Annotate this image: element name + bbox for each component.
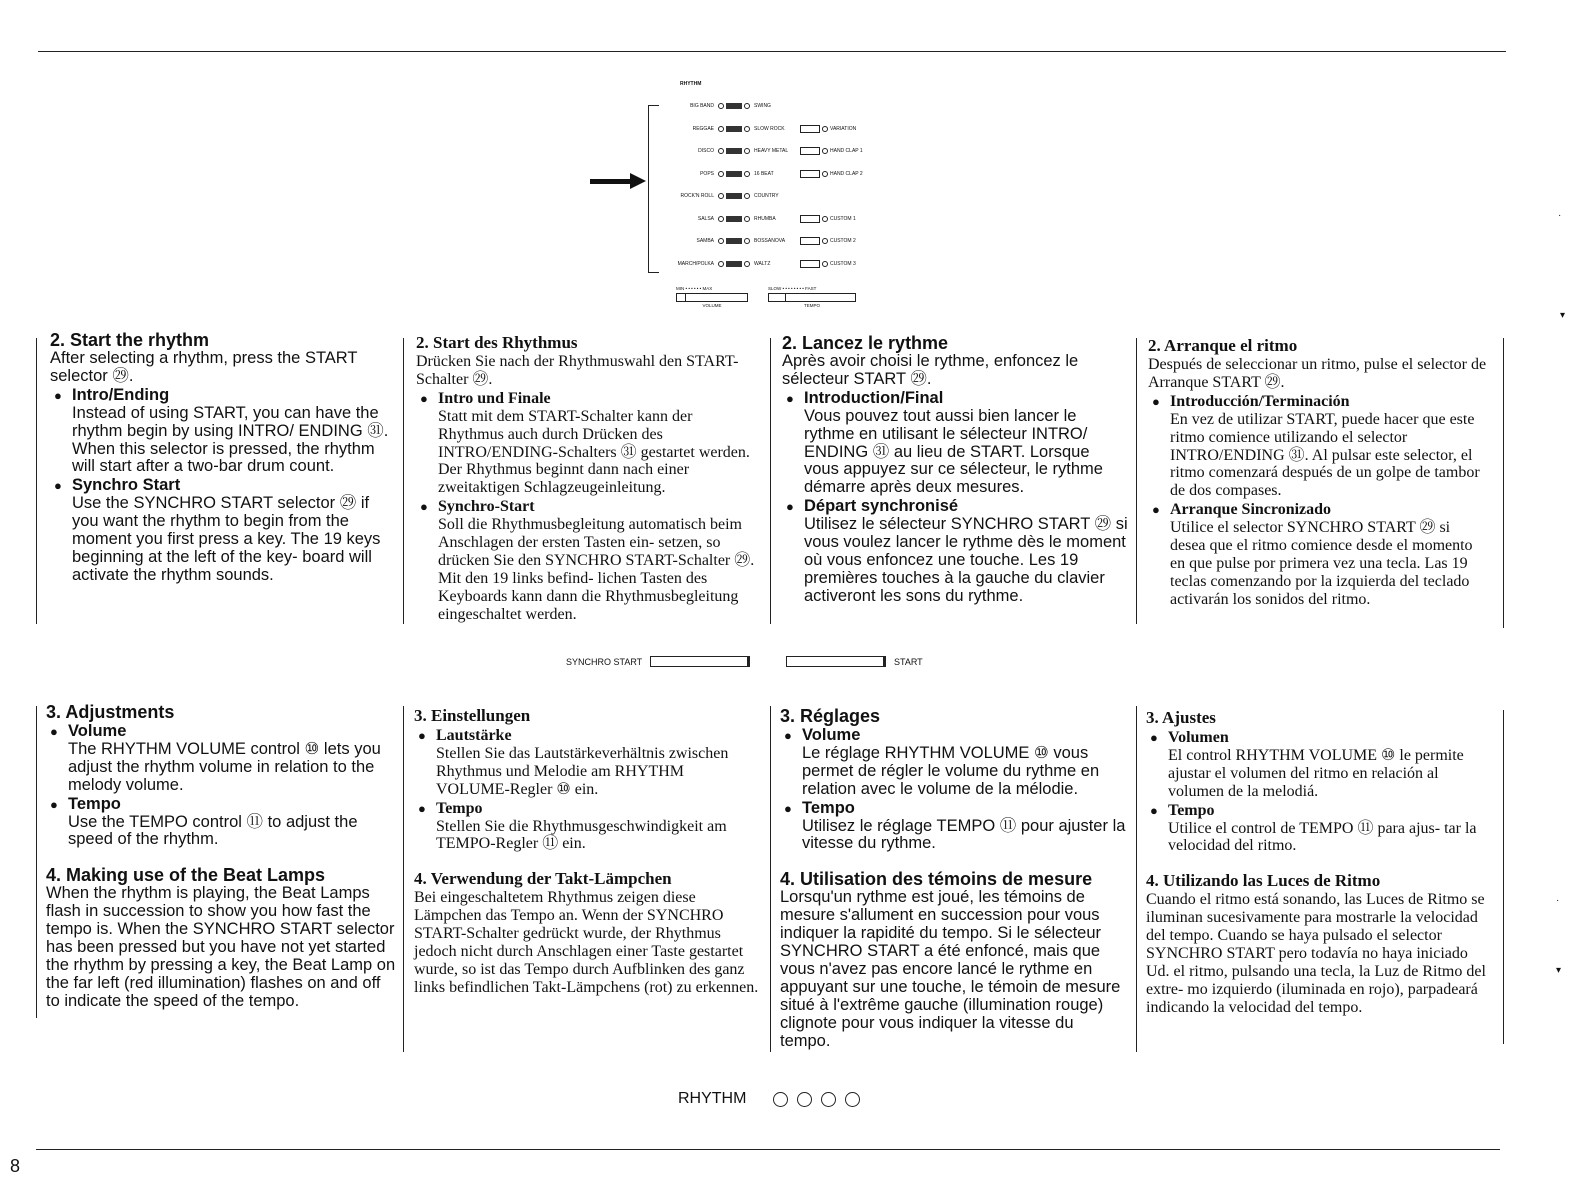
de-section-3-4 (414, 706, 760, 997)
section-title: 2. Lancez le rythme (782, 333, 949, 353)
rhythm-left-label: REGGAE (692, 125, 714, 132)
section-title: 4. Utilizando las Luces de Ritmo (1146, 871, 1381, 891)
arrow-head-icon (630, 173, 646, 189)
volume-slider[interactable]: MIN • • • • • • MAX VOLUME (676, 286, 748, 310)
bullet-head: ● Tempo (68, 796, 398, 814)
rhythm-led-icon (744, 103, 750, 109)
tempo-max-label: FAST (805, 286, 817, 291)
margin-mark: ▾ (1556, 965, 1562, 976)
en-section-3-4 (46, 702, 398, 1011)
section-body: Bei eingeschaltetem Rhythmus zeigen diese Lämpchen das Tempo an. Wenn der SYNCHRO START-Schalter gedrückt wurde, der Rhythmus jedoch nicht durch Anschlagen einer Taste gestartet wurde, so ist das Tempo durch Aufblinken des ganz links befindlichen Takt-Lämpchens (rot) zu erkennen. (414, 889, 759, 996)
section-body: Después de seleccionar un ritmo, pulse el selector de Arranque START ㉙. (1148, 356, 1487, 391)
panel-title: RHYTHM (680, 81, 702, 87)
panel-led-icon (822, 216, 828, 222)
section-title: 4. Verwendung der Takt-Lämpchen (414, 869, 672, 889)
panel-control-button[interactable] (800, 237, 820, 245)
arrow-icon (590, 179, 632, 184)
tempo-min-label: SLOW (768, 286, 782, 291)
rhythm-led-icon (744, 193, 750, 199)
panel-control-button[interactable] (800, 260, 820, 268)
column-rule (770, 338, 771, 624)
bullet-head: ● Synchro-Start (438, 498, 761, 516)
synchro-start-group (566, 656, 758, 667)
panel-led-icon (822, 126, 828, 132)
synchro-start-button[interactable] (650, 656, 750, 667)
bullet-body: Utilisez le réglage TEMPO ⑪ pour ajuster la vitesse du rythme. (802, 816, 1126, 853)
panel-control-button[interactable] (800, 215, 820, 223)
beat-lamp-icon (773, 1092, 788, 1107)
bullet-head: ● Intro und Finale (438, 390, 761, 408)
synchro-start-label: SYNCHRO START (566, 656, 643, 667)
top-rule (38, 51, 1506, 52)
rhythm-led-icon (744, 126, 750, 132)
section-title: 3. Adjustments (46, 702, 175, 722)
rhythm-led-icon (744, 261, 750, 267)
panel-led-icon (822, 171, 828, 177)
tempo-caption: TEMPO (803, 303, 820, 308)
rhythm-left-label: SAMBA (696, 238, 714, 244)
bullet-body: Stellen Sie die Rhythmusgeschwindigkeit am TEMPO-Regler ⑪ ein. (436, 817, 727, 853)
panel-control-label: CUSTOM 3 (830, 260, 856, 267)
rhythm-left-label: DISCO (698, 148, 714, 154)
rhythm-led-icon (718, 193, 724, 199)
rhythm-led-icon (718, 148, 724, 154)
section-title: 3. Réglages (780, 706, 881, 726)
rhythm-left-label: POPS (700, 170, 714, 177)
panel-control-label: VARIATION (830, 125, 857, 132)
panel-control-button[interactable] (800, 125, 820, 133)
rhythm-right-label: SWING (754, 103, 771, 109)
section-body: After selecting a rhythm, press the START selector ㉙. (50, 349, 358, 385)
column-rule (403, 338, 404, 624)
rhythm-led-icon (718, 216, 724, 222)
rhythm-led-icon (744, 148, 750, 154)
rhythm-right-label: SLOW ROCK (754, 125, 785, 132)
column-rule (770, 706, 771, 1052)
panel-control-label: HAND CLAP 1 (830, 148, 863, 154)
rhythm-led-icon (718, 171, 724, 177)
column-rule (1136, 338, 1137, 624)
rhythm-row (650, 125, 810, 133)
es-section-2 (1148, 336, 1488, 609)
rhythm-right-label: 16 BEAT (754, 170, 774, 177)
panel-control (800, 170, 863, 178)
rhythm-select-button[interactable] (726, 238, 742, 244)
rhythm-led-icon (718, 238, 724, 244)
rhythm-row (650, 260, 810, 268)
bullet-head: ● Introducción/Terminación (1170, 393, 1488, 411)
rhythm-left-label: BIG BAND (690, 103, 714, 109)
panel-control-label: CUSTOM 1 (830, 215, 856, 222)
bullet-body: El control RHYTHM VOLUME ⑩ le permite ajustar el volumen del ritmo en relación al volumen de la melodiá. (1168, 746, 1464, 800)
rhythm-row (650, 192, 810, 200)
bullet-body: Le réglage RHYTHM VOLUME ⑩ vous permet de régler le volume du rythme en relation avec le volume de la mélodie. (802, 743, 1100, 798)
column-rule (1503, 710, 1504, 1044)
rhythm-select-button[interactable] (726, 148, 742, 154)
bullet-body: Instead of using START, you can have the rhythm begin by using INTRO/ ENDING ㉛. When this selector is pressed, the rhythm will start after a two-bar drum count. (72, 403, 389, 476)
panel-led-icon (822, 238, 828, 244)
bullet-body: Use the TEMPO control ⑪ to adjust the speed of the rhythm. (68, 812, 358, 849)
volume-max-label: MAX (702, 286, 713, 291)
bullet-head: ● Tempo (1168, 802, 1492, 820)
bullet-head: ● Départ synchronisé (804, 498, 1128, 516)
beat-lamp-icon (797, 1092, 812, 1107)
column-rule (36, 338, 37, 624)
bullet-head: ● Arranque Sincronizado (1170, 501, 1488, 519)
section-body: Cuando el ritmo está sonando, las Luces de Ritmo se iluminan sucesivamente para mostrarle la velocidad del tempo. Cuando se haya pulsado el selector SYNCHRO START pero todavía no haya iniciado Ud. el ritmo, pulsando una tecla, la Luz de Ritmo del extre- mo izquierdo (iluminada en rojo), parpadeará indicando la velocidad del tempo. (1146, 891, 1486, 1016)
beat-lamps (678, 1090, 860, 1108)
panel-control (800, 125, 856, 133)
panel-control (800, 260, 856, 268)
panel-control-button[interactable] (800, 147, 820, 155)
panel-control (800, 147, 863, 155)
bullet-body: Soll die Rhythmusbegleitung automatisch beim Anschlagen der ersten Tasten ein- setzen, so drücken Sie den SYNCHRO START-Schalter ㉙. Mit den 19 links befind- lichen Tasten des Keyboards kann dann die Rhythmusbegleitung eingeschaltet werden. (438, 516, 755, 623)
rhythm-right-label: RHUMBA (754, 215, 776, 222)
section-body: Après avoir choisi le rythme, enfoncez le sélecteur START ㉙. (782, 352, 1079, 388)
rhythm-left-label: MARCH/POLKA (677, 260, 714, 267)
bottom-rule (36, 1149, 1500, 1150)
beat-lamps-label: RHYTHM (678, 1090, 747, 1107)
page-number: 8 (10, 1156, 21, 1176)
section-body: Drücken Sie nach der Rhythmuswahl den START-Schalter ㉙. (416, 353, 739, 388)
section-body: Lorsqu'un rythme est joué, les témoins de mesure s'allument en succession pour vous indiquer la rapidité du tempo. Si le sélecteur SYNCHRO START a été enfoncé, mais que vous n'avez pas encore lancé le rythme en appuyant sur une touche, le témoin de mesure situé à l'extrême gauche (illumination rouge) clignote pour vous indiquer la vitesse du tempo. (780, 888, 1121, 1050)
bullet-head: ● Volumen (1168, 729, 1492, 747)
bullet-head: ● Tempo (802, 800, 1128, 818)
section-title: 2. Arranque el ritmo (1148, 336, 1298, 355)
bullet-head: ● Volume (68, 723, 398, 741)
rhythm-panel-diagram (590, 78, 890, 338)
rhythm-led-icon (718, 126, 724, 132)
margin-mark: · (1556, 895, 1560, 906)
column-rule (1503, 338, 1504, 628)
rhythm-led-icon (744, 216, 750, 222)
section-title: 2. Start des Rhythmus (416, 333, 578, 352)
panel-led-icon (822, 261, 828, 267)
rhythm-left-label: ROCK'N ROLL (680, 193, 714, 199)
panel-control (800, 237, 856, 245)
fr-section-3-4 (780, 706, 1128, 1051)
rhythm-left-label: SALSA (697, 215, 714, 222)
bullet-head: ● Introduction/Final (804, 390, 1128, 408)
rhythm-led-icon (744, 238, 750, 244)
bullet-head: ● Synchro Start (72, 477, 398, 495)
beat-lamp-icon (821, 1092, 836, 1107)
column-rule (403, 706, 404, 1052)
start-label: START (894, 656, 923, 667)
rhythm-row (650, 170, 810, 178)
section-title: 2. Start the rhythm (50, 330, 210, 350)
rhythm-select-button[interactable] (726, 193, 742, 199)
bullet-body: Utilice el control de TEMPO ⑪ para ajus- tar la velocidad del ritmo. (1168, 819, 1477, 855)
en-section-2 (50, 330, 398, 585)
volume-min-label: MIN (676, 286, 685, 291)
bullet-body: En vez de utilizar START, puede hacer que este ritmo comience utilizando el selector INTRO/ENDING ㉛. Al pulsar este selector, el ritmo comenzará después de un golpe de tambor de dos compases. (1170, 410, 1480, 500)
de-section-2 (416, 333, 761, 624)
beat-lamp-icon (845, 1092, 860, 1107)
panel-control-button[interactable] (800, 170, 820, 178)
panel-led-icon (822, 148, 828, 154)
rhythm-row (650, 215, 810, 223)
bullet-head: ● Lautstärke (436, 727, 760, 745)
bullet-body: Utilice el selector SYNCHRO START ㉙ si desea que el ritmo comience desde el momento en que pulse por primera vez una tecla. Las 19 teclas comenzando por la izquierda del teclado activarán los sonidos del ritmo. (1170, 519, 1473, 608)
bullet-body: Utilisez le sélecteur SYNCHRO START ㉙ si vous voulez lancer le rythme dès le moment où vous enfoncez une touche. Les 19 premières touches à la gauche du clavier activeront les sons du rythme. (804, 515, 1128, 605)
rhythm-select-button[interactable] (726, 126, 742, 132)
rhythm-select-button[interactable] (726, 171, 742, 177)
start-group (778, 656, 923, 667)
bullet-head: ● Tempo (436, 800, 760, 818)
panel-control (800, 215, 856, 223)
panel-control-label: HAND CLAP 2 (830, 170, 863, 177)
rhythm-led-icon (718, 261, 724, 267)
start-button[interactable] (786, 656, 886, 667)
section-title: 4. Utilisation des témoins de mesure (780, 869, 1093, 890)
margin-mark: ▾ (1560, 310, 1566, 321)
bullet-head: ● Intro/Ending (72, 387, 398, 405)
bullet-body: Vous pouvez tout aussi bien lancer le rythme en utilisant le sélecteur INTRO/ ENDING ㉛ au lieu de START. Lorsque vous appuyez sur ce sélecteur, le rythme démarre après deux mesures. (804, 406, 1103, 497)
es-section-3-4 (1146, 708, 1492, 1017)
rhythm-led-icon (744, 171, 750, 177)
fr-section-2 (782, 333, 1128, 606)
rhythm-row (650, 147, 810, 155)
section-title: 3. Einstellungen (414, 706, 531, 725)
column-rule (1136, 706, 1137, 1052)
rhythm-right-label: COUNTRY (754, 193, 779, 199)
column-rule (36, 706, 37, 1018)
bullet-body: Stellen Sie das Lautstärkeverhältnis zwischen Rhythmus und Melodie am RHYTHM VOLUME-Regler ⑩ ein. (436, 744, 729, 798)
rhythm-right-label: WALTZ (754, 260, 771, 267)
rhythm-row (650, 102, 810, 110)
section-title: 3. Ajustes (1146, 708, 1216, 727)
panel-control-label: CUSTOM 2 (830, 238, 856, 244)
rhythm-right-label: BOSSANOVA (754, 238, 786, 244)
rhythm-right-label: HEAVY METAL (754, 148, 789, 154)
volume-caption: VOLUME (702, 303, 722, 308)
section-body: When the rhythm is playing, the Beat Lamps flash in succession to show you how fast the tempo is. When the SYNCHRO START selector has been pressed but you have not yet started the rhythm by pressing a key, the Beat Lamp on the far left (red illumination) flashes on and off to indicate the speed of the tempo. (46, 884, 396, 1010)
section-title: 4. Making use of the Beat Lamps (46, 865, 326, 886)
rhythm-led-icon (718, 103, 724, 109)
rhythm-row (650, 237, 810, 245)
bullet-body: Use the SYNCHRO START selector ㉙ if you want the rhythm to begin from the moment you first press a key. The 19 keys beginning at the left of the key- board will activate the rhythm sounds. (72, 494, 381, 584)
bullet-body: The RHYTHM VOLUME control ⑩ lets you adjust the rhythm volume in relation to the melody volume. (68, 739, 381, 794)
rhythm-select-button[interactable] (726, 261, 742, 267)
bullet-head: ● Volume (802, 727, 1128, 745)
margin-mark: · (1558, 210, 1562, 221)
tempo-slider[interactable]: SLOW • • • • • • • • FAST TEMPO (768, 286, 856, 310)
rhythm-select-button[interactable] (726, 216, 742, 222)
bullet-body: Statt mit dem START-Schalter kann der Rhythmus auch durch Drücken des INTRO/ENDING-Schalters ㉛ gestartet werden. Der Rhythmus beginnt dann nach einer zweitaktigen Schlagzeugeinleitung. (438, 407, 750, 497)
rhythm-select-button[interactable] (726, 103, 742, 109)
